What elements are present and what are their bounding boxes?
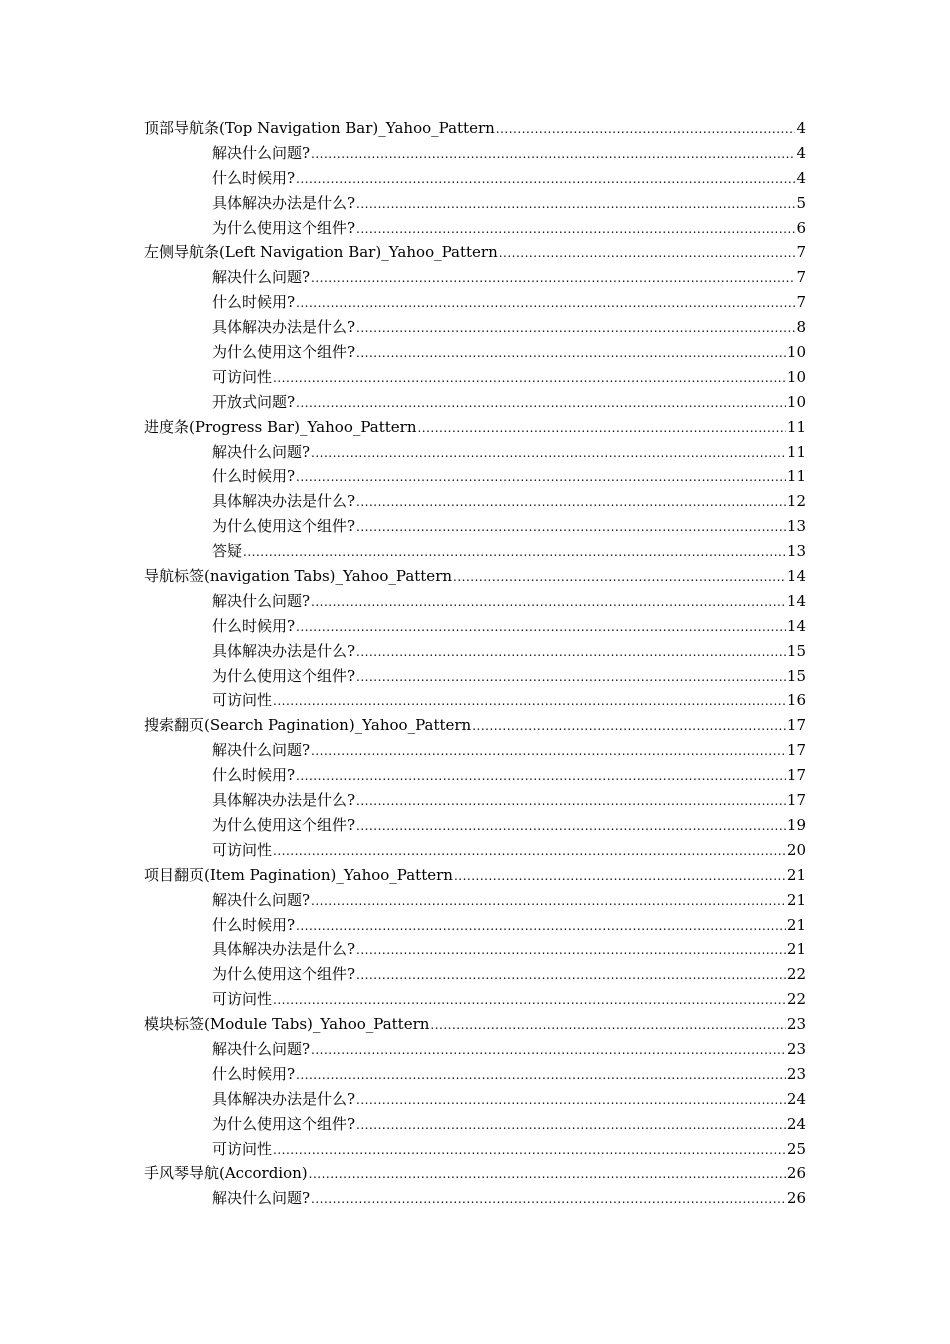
toc-entry-title: 进度条(Progress Bar)_Yahoo_Pattern xyxy=(144,417,417,436)
toc-dot-leader xyxy=(356,1088,786,1113)
toc-entry-title: 解决什么问题? xyxy=(212,442,311,461)
toc-dot-leader xyxy=(296,1063,786,1088)
toc-dot-leader xyxy=(356,963,786,988)
toc-dot-leader xyxy=(430,1013,785,1038)
toc-page-number: 26 xyxy=(786,1189,806,1208)
toc-subsection-entry[interactable] xyxy=(144,340,806,365)
toc-dot-leader xyxy=(356,938,786,963)
toc-page-number: 13 xyxy=(786,542,806,561)
toc-entry-title: 答疑 xyxy=(212,542,243,561)
toc-subsection-entry[interactable] xyxy=(144,514,806,539)
toc-entry-title: 什么时候用? xyxy=(212,467,296,486)
toc-page-number: 14 xyxy=(786,567,806,586)
toc-dot-leader xyxy=(311,1038,786,1063)
toc-entry-title: 具体解决办法是什么? xyxy=(212,940,356,959)
toc-subsection-entry[interactable] xyxy=(144,1186,806,1211)
toc-entry-title: 可访问性 xyxy=(212,367,273,386)
toc-entry-title: 具体解决办法是什么? xyxy=(212,641,356,660)
toc-page-number: 7 xyxy=(796,243,806,262)
toc-subsection-entry[interactable] xyxy=(144,489,806,514)
toc-dot-leader xyxy=(311,889,786,914)
toc-dot-leader xyxy=(453,565,786,590)
toc-subsection-entry[interactable] xyxy=(144,166,806,191)
toc-page-number: 19 xyxy=(786,815,806,834)
toc-section-entry[interactable] xyxy=(144,713,806,738)
toc-entry-title: 为什么使用这个组件? xyxy=(212,815,356,834)
toc-page-number: 24 xyxy=(786,1114,806,1133)
toc-page-number: 21 xyxy=(786,865,806,884)
toc-dot-leader xyxy=(311,590,786,615)
toc-page-number: 5 xyxy=(796,193,806,212)
toc-page-number: 14 xyxy=(786,591,806,610)
toc-entry-title: 什么时候用? xyxy=(212,1064,296,1083)
toc-subsection-entry[interactable] xyxy=(144,589,806,614)
toc-page-number: 22 xyxy=(786,990,806,1009)
toc-entry-title: 模块标签(Module Tabs)_Yahoo_Pattern xyxy=(144,1015,430,1034)
toc-subsection-entry[interactable] xyxy=(144,987,806,1012)
toc-subsection-entry[interactable] xyxy=(144,1112,806,1137)
toc-page-number: 7 xyxy=(796,268,806,287)
toc-page-number: 16 xyxy=(786,691,806,710)
toc-dot-leader xyxy=(296,391,786,416)
toc-dot-leader xyxy=(296,465,786,490)
toc-page-number: 10 xyxy=(786,367,806,386)
toc-page-number: 8 xyxy=(796,318,806,337)
toc-entry-title: 为什么使用这个组件? xyxy=(212,1114,356,1133)
toc-entry-title: 什么时候用? xyxy=(212,915,296,934)
table-of-contents xyxy=(144,116,806,1211)
toc-page-number: 11 xyxy=(786,417,806,436)
toc-page-number: 6 xyxy=(796,218,806,237)
toc-page-number: 4 xyxy=(796,119,806,137)
toc-dot-leader xyxy=(311,142,795,167)
toc-subsection-entry[interactable] xyxy=(144,1062,806,1087)
toc-entry-title: 左侧导航条(Left Navigation Bar)_Yahoo_Pattern xyxy=(144,243,498,262)
toc-page-number: 4 xyxy=(796,168,806,187)
toc-subsection-entry[interactable] xyxy=(144,265,806,290)
toc-entry-title: 顶部导航条(Top Navigation Bar)_Yahoo_Pattern xyxy=(144,119,495,137)
toc-page-number: 22 xyxy=(786,965,806,984)
toc-entry-title: 具体解决办法是什么? xyxy=(212,1089,356,1108)
toc-subsection-entry[interactable] xyxy=(144,788,806,813)
toc-dot-leader xyxy=(273,1138,786,1163)
toc-section-entry[interactable] xyxy=(144,564,806,589)
toc-entry-title: 可访问性 xyxy=(212,1139,273,1158)
toc-dot-leader xyxy=(243,540,786,565)
toc-entry-title: 为什么使用这个组件? xyxy=(212,517,356,536)
toc-entry-title: 解决什么问题? xyxy=(212,268,311,287)
toc-entry-title: 解决什么问题? xyxy=(212,591,311,610)
toc-dot-leader xyxy=(496,117,795,142)
toc-subsection-entry[interactable] xyxy=(144,216,806,241)
toc-subsection-entry[interactable] xyxy=(144,838,806,863)
toc-page-number: 10 xyxy=(786,343,806,362)
toc-subsection-entry[interactable] xyxy=(144,962,806,987)
toc-entry-title: 解决什么问题? xyxy=(212,1189,311,1208)
toc-subsection-entry[interactable] xyxy=(144,191,806,216)
toc-dot-leader xyxy=(311,739,786,764)
toc-dot-leader xyxy=(311,1187,786,1212)
toc-dot-leader xyxy=(273,689,786,714)
toc-page-number: 11 xyxy=(786,467,806,486)
toc-dot-leader xyxy=(472,714,786,739)
toc-page-number: 4 xyxy=(796,143,806,162)
toc-page-number: 11 xyxy=(786,442,806,461)
toc-entry-title: 解决什么问题? xyxy=(212,890,311,909)
toc-page-number: 21 xyxy=(786,890,806,909)
toc-entry-title: 可访问性 xyxy=(212,990,273,1009)
toc-page-number: 23 xyxy=(786,1015,806,1034)
toc-page-number: 17 xyxy=(786,791,806,810)
toc-entry-title: 可访问性 xyxy=(212,691,273,710)
toc-dot-leader xyxy=(296,291,795,316)
toc-subsection-entry[interactable] xyxy=(144,390,806,415)
toc-entry-title: 为什么使用这个组件? xyxy=(212,343,356,362)
toc-section-entry[interactable] xyxy=(144,1012,806,1037)
toc-section-entry[interactable] xyxy=(144,1161,806,1186)
toc-entry-title: 导航标签(navigation Tabs)_Yahoo_Pattern xyxy=(144,567,453,586)
toc-page-number: 14 xyxy=(786,616,806,635)
toc-subsection-entry[interactable] xyxy=(144,464,806,489)
toc-dot-leader xyxy=(356,814,786,839)
toc-section-entry[interactable] xyxy=(144,863,806,888)
toc-entry-title: 什么时候用? xyxy=(212,293,296,312)
toc-entry-title: 为什么使用这个组件? xyxy=(212,218,356,237)
toc-dot-leader xyxy=(356,665,786,690)
toc-dot-leader xyxy=(356,490,786,515)
toc-page-number: 24 xyxy=(786,1089,806,1108)
toc-section-entry[interactable] xyxy=(144,240,806,265)
toc-page-number: 21 xyxy=(786,915,806,934)
toc-subsection-entry[interactable] xyxy=(144,1137,806,1162)
toc-subsection-entry[interactable] xyxy=(144,440,806,465)
toc-entry-title: 解决什么问题? xyxy=(212,741,311,760)
toc-dot-leader xyxy=(296,914,786,939)
toc-subsection-entry[interactable] xyxy=(144,664,806,689)
toc-page-number: 15 xyxy=(786,666,806,685)
toc-dot-leader xyxy=(311,441,786,466)
toc-subsection-entry[interactable] xyxy=(144,614,806,639)
toc-dot-leader xyxy=(454,864,786,889)
toc-page-number: 17 xyxy=(786,716,806,735)
toc-entry-title: 手风琴导航(Accordion) xyxy=(144,1164,308,1183)
toc-subsection-entry[interactable] xyxy=(144,763,806,788)
toc-page-number: 25 xyxy=(786,1139,806,1158)
toc-entry-title: 搜索翻页(Search Pagination)_Yahoo_Pattern xyxy=(144,716,472,735)
toc-subsection-entry[interactable] xyxy=(144,937,806,962)
toc-subsection-entry[interactable] xyxy=(144,888,806,913)
toc-entry-title: 什么时候用? xyxy=(212,616,296,635)
toc-page-number: 26 xyxy=(786,1164,806,1183)
toc-entry-title: 什么时候用? xyxy=(212,766,296,785)
toc-entry-title: 为什么使用这个组件? xyxy=(212,666,356,685)
toc-entry-title: 什么时候用? xyxy=(212,168,296,187)
toc-section-entry[interactable] xyxy=(144,415,806,440)
toc-subsection-entry[interactable] xyxy=(144,738,806,763)
toc-entry-title: 为什么使用这个组件? xyxy=(212,965,356,984)
toc-entry-title: 具体解决办法是什么? xyxy=(212,791,356,810)
toc-section-entry[interactable] xyxy=(144,116,806,141)
toc-dot-leader xyxy=(311,266,795,291)
toc-page-number: 7 xyxy=(796,293,806,312)
toc-subsection-entry[interactable] xyxy=(144,913,806,938)
toc-dot-leader xyxy=(356,217,795,242)
toc-dot-leader xyxy=(273,839,786,864)
toc-entry-title: 具体解决办法是什么? xyxy=(212,492,356,511)
toc-subsection-entry[interactable] xyxy=(144,365,806,390)
toc-dot-leader xyxy=(273,366,786,391)
toc-subsection-entry[interactable] xyxy=(144,315,806,340)
toc-subsection-entry[interactable] xyxy=(144,639,806,664)
toc-subsection-entry[interactable] xyxy=(144,141,806,166)
toc-dot-leader xyxy=(273,988,786,1013)
toc-dot-leader xyxy=(356,316,795,341)
toc-dot-leader xyxy=(499,241,795,266)
toc-subsection-entry[interactable] xyxy=(144,290,806,315)
toc-entry-title: 项目翻页(Item Pagination)_Yahoo_Pattern xyxy=(144,865,453,884)
toc-dot-leader xyxy=(309,1162,786,1187)
toc-page-number: 10 xyxy=(786,392,806,411)
toc-dot-leader xyxy=(356,341,786,366)
toc-page-number: 23 xyxy=(786,1064,806,1083)
toc-page-number: 12 xyxy=(786,492,806,511)
toc-dot-leader xyxy=(356,1113,786,1138)
toc-entry-title: 具体解决办法是什么? xyxy=(212,193,356,212)
toc-subsection-entry[interactable] xyxy=(144,1087,806,1112)
toc-dot-leader xyxy=(296,615,786,640)
toc-dot-leader xyxy=(417,416,785,441)
toc-page-number: 17 xyxy=(786,766,806,785)
toc-page-number: 15 xyxy=(786,641,806,660)
toc-entry-title: 开放式问题? xyxy=(212,392,296,411)
toc-entry-title: 解决什么问题? xyxy=(212,1039,311,1058)
toc-page-number: 21 xyxy=(786,940,806,959)
toc-page-number: 20 xyxy=(786,840,806,859)
toc-subsection-entry[interactable] xyxy=(144,1037,806,1062)
toc-subsection-entry[interactable] xyxy=(144,539,806,564)
toc-page-number: 17 xyxy=(786,741,806,760)
toc-page-number: 23 xyxy=(786,1039,806,1058)
toc-entry-title: 解决什么问题? xyxy=(212,143,311,162)
toc-page-number: 13 xyxy=(786,517,806,536)
toc-dot-leader xyxy=(296,764,786,789)
toc-dot-leader xyxy=(356,192,795,217)
toc-entry-title: 具体解决办法是什么? xyxy=(212,318,356,337)
toc-dot-leader xyxy=(356,789,786,814)
toc-dot-leader xyxy=(356,640,786,665)
toc-subsection-entry[interactable] xyxy=(144,813,806,838)
toc-dot-leader xyxy=(296,167,795,192)
toc-entry-title: 可访问性 xyxy=(212,840,273,859)
toc-subsection-entry[interactable] xyxy=(144,688,806,713)
toc-dot-leader xyxy=(356,515,786,540)
